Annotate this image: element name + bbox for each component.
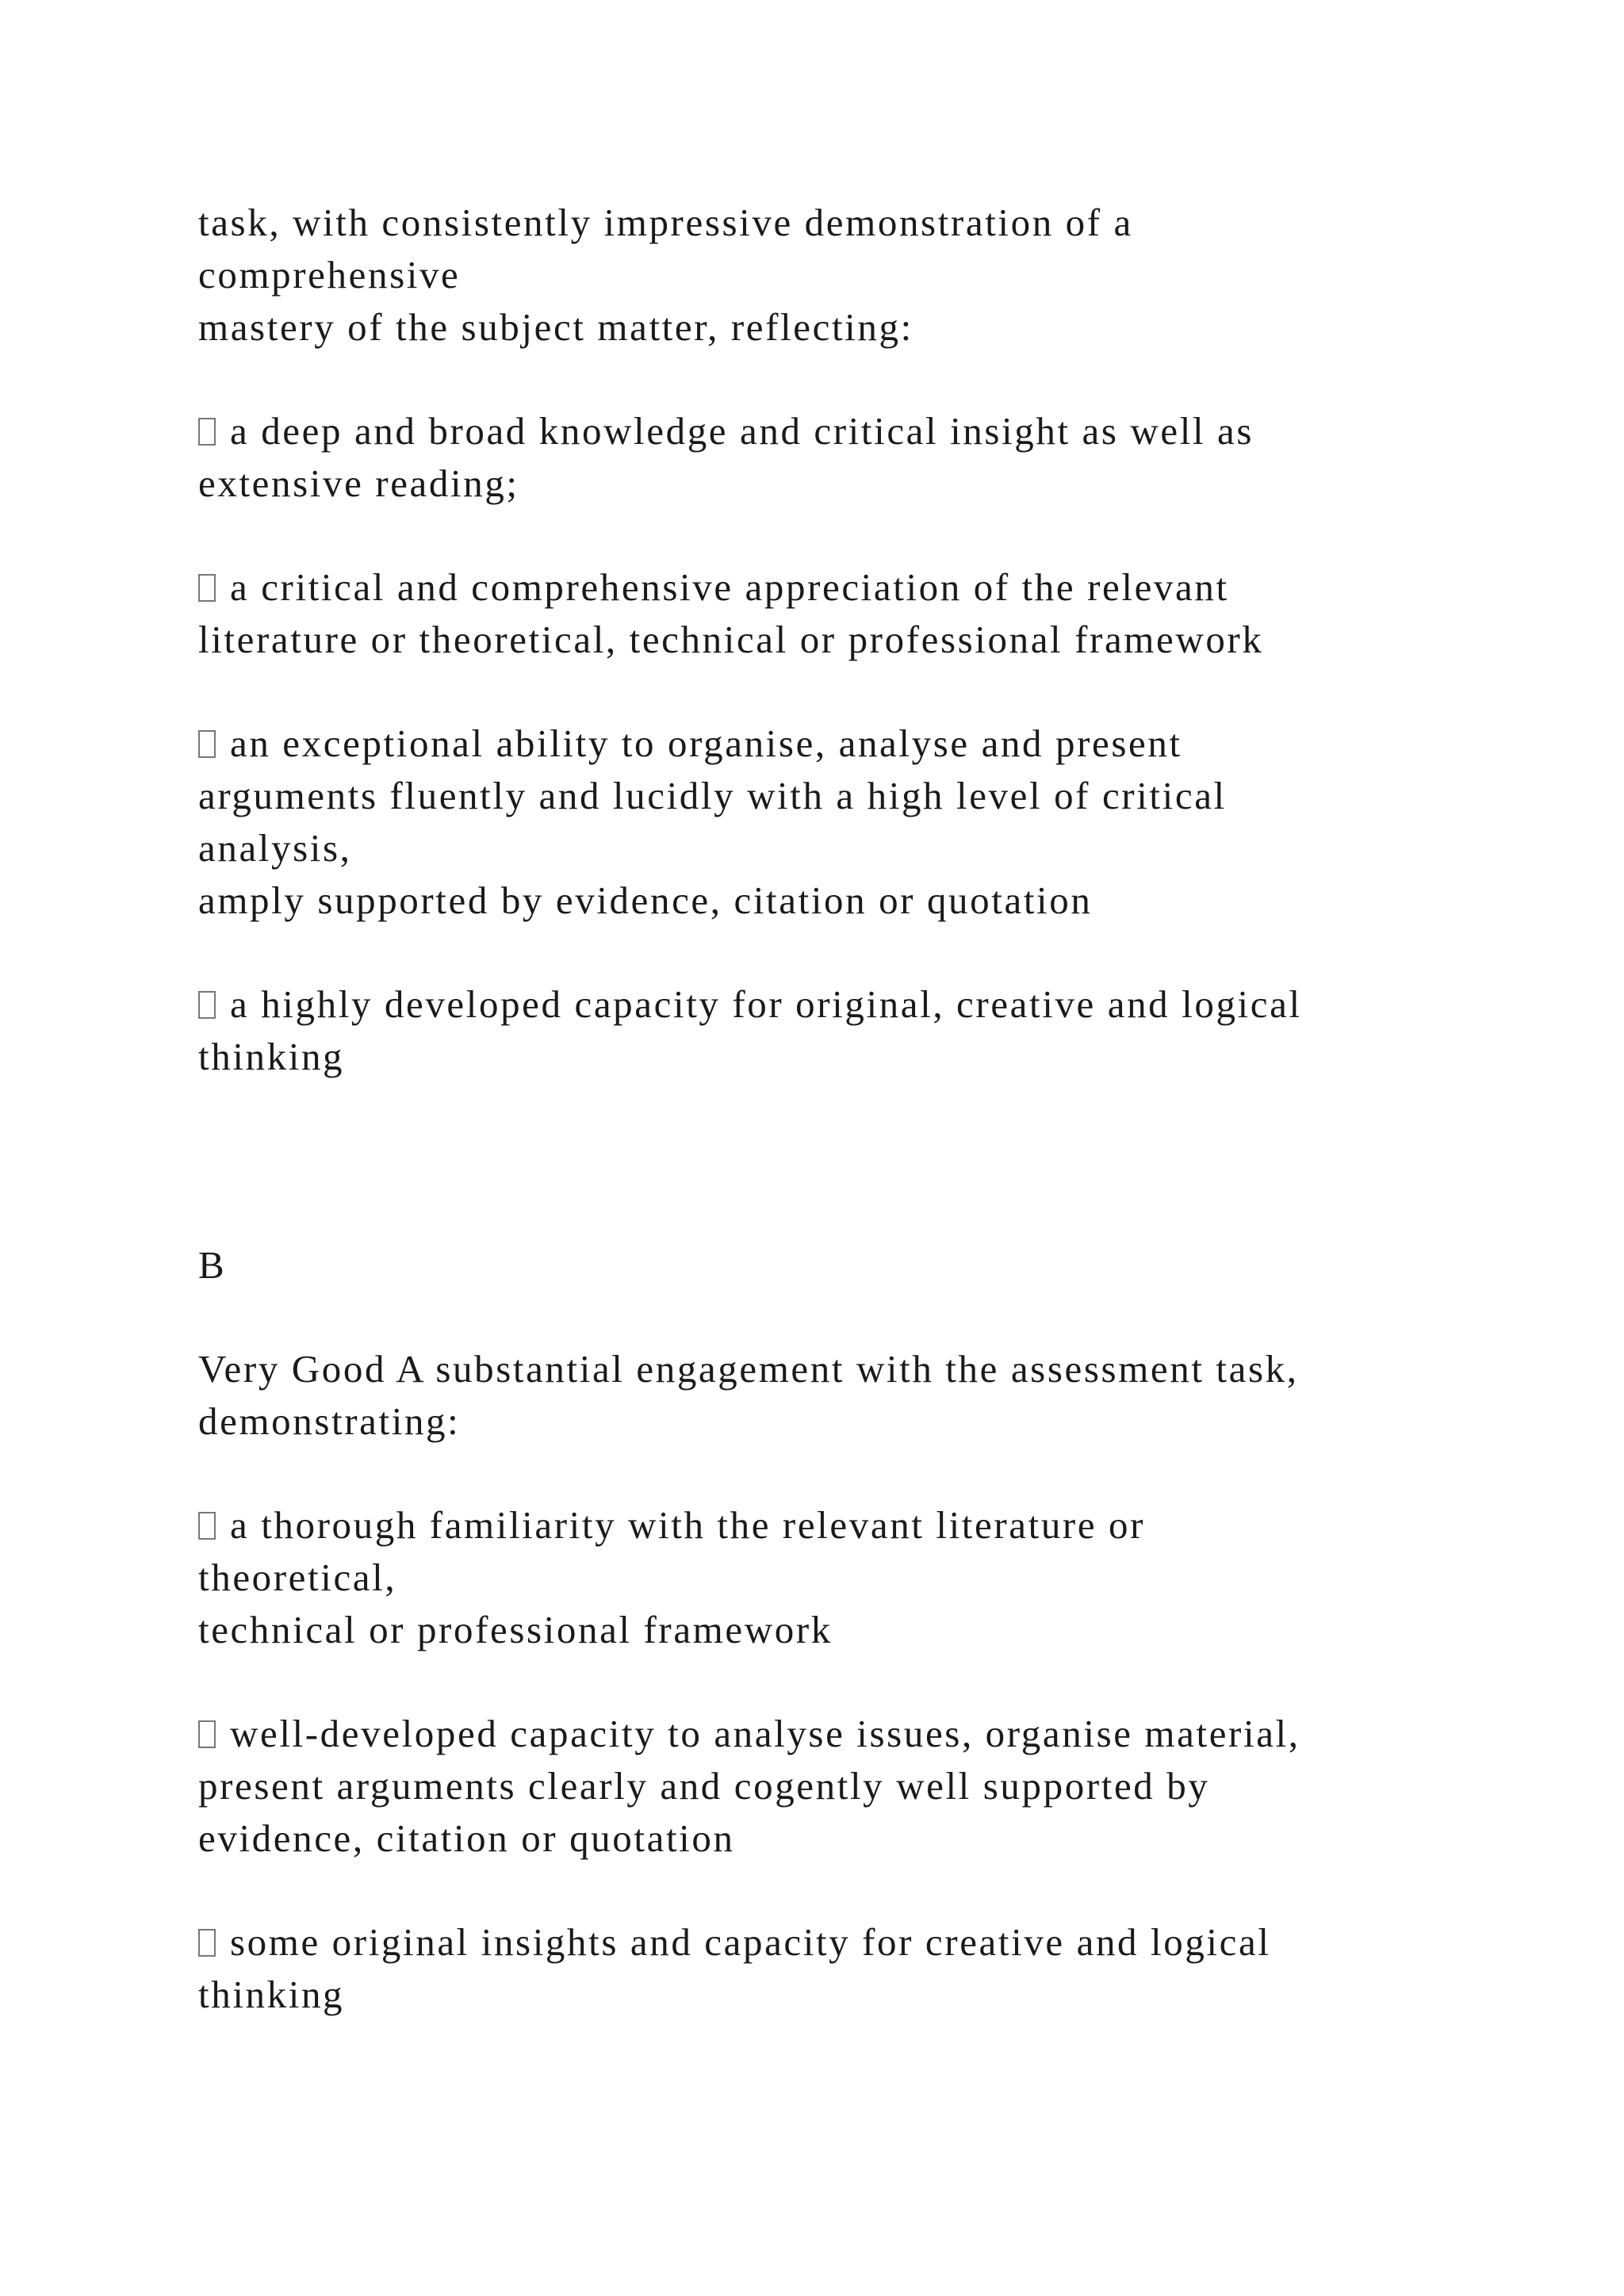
missing-glyph-box-icon — [198, 418, 216, 446]
bullet-line: thinking — [198, 1973, 345, 2016]
bullet-line: evidence, citation or quotation — [198, 1816, 735, 1860]
bullet-item — [198, 718, 1546, 927]
bullet-line: an exceptional ability to organise, analyse and present — [230, 721, 1182, 765]
bullet-line: a critical and comprehensive appreciation of the relevant — [230, 565, 1229, 609]
bullet-line: well-developed capacity to analyse issues, organise material, — [230, 1712, 1300, 1755]
bullet-line: present arguments clearly and cogently well supported by — [198, 1764, 1210, 1808]
bullet-line: a thorough familiarity with the relevant literature or — [230, 1503, 1146, 1547]
grade-intro-paragraph — [198, 1343, 1546, 1448]
bullet-line: a deep and broad knowledge and critical insight as well as — [230, 409, 1254, 453]
bullet-item — [198, 561, 1546, 666]
bullet-item — [198, 978, 1546, 1083]
missing-glyph-box-icon — [198, 730, 216, 758]
bullet-line: amply supported by evidence, citation or quotation — [198, 878, 1093, 922]
bullet-line: literature or theoretical, technical or professional framework — [198, 618, 1264, 661]
bullet-item — [198, 1708, 1546, 1865]
missing-glyph-box-icon — [198, 574, 216, 602]
grade-intro-line: Very Good A substantial engagement with the assessment task, — [198, 1347, 1299, 1391]
missing-glyph-box-icon — [198, 991, 216, 1019]
missing-glyph-box-icon — [198, 1720, 216, 1748]
grade-intro-line: demonstrating: — [198, 1399, 461, 1443]
bullet-item — [198, 405, 1546, 510]
bullet-item — [198, 1916, 1546, 2021]
bullet-line: theoretical, — [198, 1556, 397, 1599]
missing-glyph-box-icon — [198, 1929, 216, 1957]
bullet-line: some original insights and capacity for creative and logical — [230, 1920, 1271, 1964]
bullet-line: a highly developed capacity for original, creative and logical — [230, 982, 1302, 1026]
intro-line: comprehensive — [198, 253, 461, 297]
bullet-line: extensive reading; — [198, 461, 519, 505]
grade-letter — [198, 1239, 1546, 1292]
grade-letter-text: B — [198, 1243, 227, 1287]
intro-line: mastery of the subject matter, reflecting: — [198, 305, 914, 349]
bullet-item — [198, 1499, 1546, 1656]
bullet-line: analysis, — [198, 826, 352, 870]
bullet-line: arguments fluently and lucidly with a high level of critical — [198, 774, 1227, 817]
bullet-line: technical or professional framework — [198, 1608, 833, 1651]
missing-glyph-box-icon — [198, 1512, 216, 1540]
intro-line: task, with consistently impressive demonstration of a — [198, 201, 1133, 244]
intro-paragraph — [198, 197, 1546, 354]
bullet-line: thinking — [198, 1035, 345, 1078]
